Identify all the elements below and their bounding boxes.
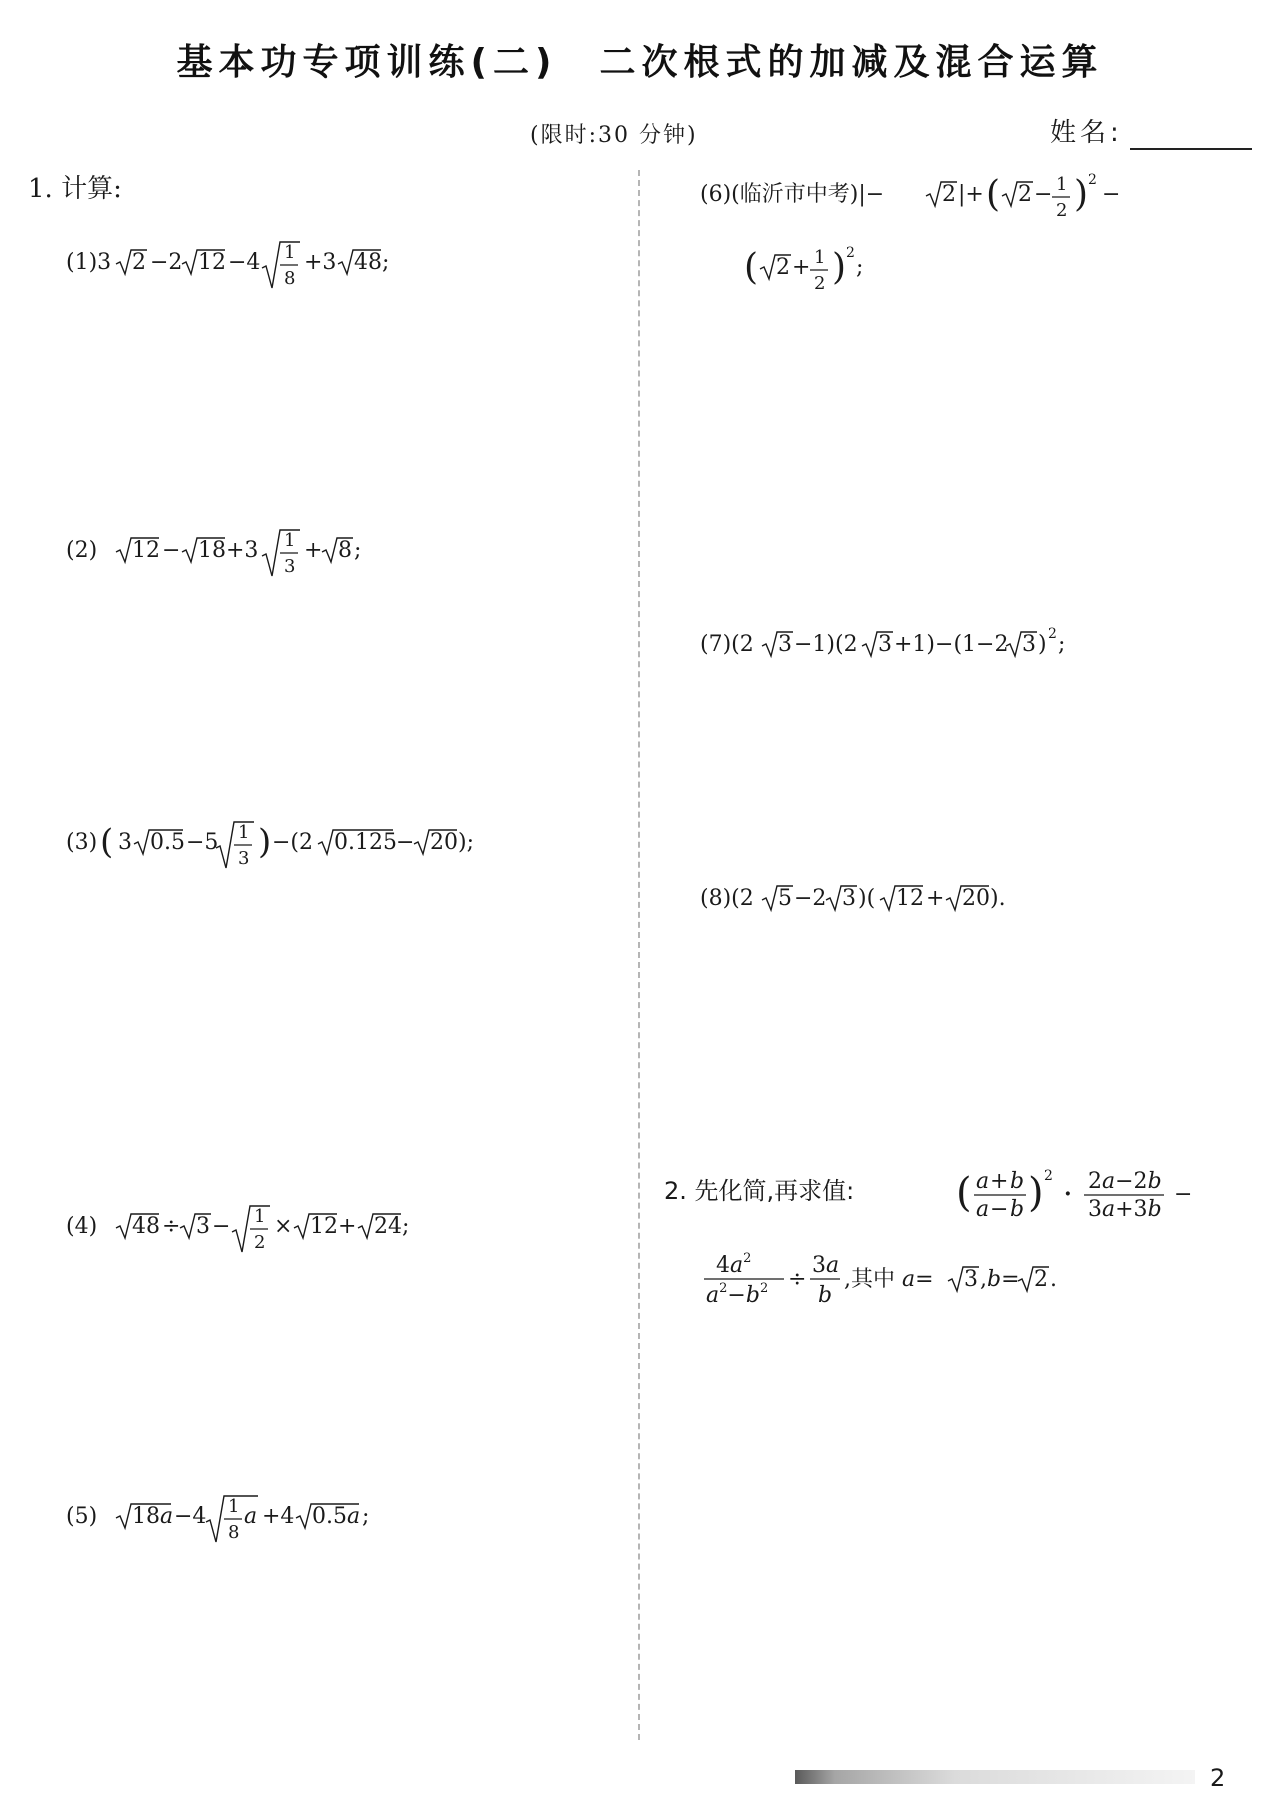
svg-text:): ) <box>1074 174 1089 215</box>
svg-text:3: 3 <box>284 556 296 577</box>
svg-text:18a: 18a <box>132 1504 174 1529</box>
svg-text:−4: −4 <box>174 1504 207 1529</box>
svg-text:2: 2 <box>1048 626 1057 642</box>
svg-text:1: 1 <box>228 1496 240 1517</box>
svg-text:2: 2 <box>1034 1267 1048 1292</box>
svg-text:b: b <box>1010 1169 1025 1194</box>
svg-text:+1)−(1−2: +1)−(1−2 <box>894 632 1009 657</box>
svg-text:(5): (5) <box>66 1504 98 1529</box>
svg-text:(6)(临沂市中考)|−: (6)(临沂市中考)|− <box>700 182 885 207</box>
svg-text:12: 12 <box>132 538 160 563</box>
svg-text:2: 2 <box>1044 1168 1053 1184</box>
svg-text:(: ( <box>744 247 759 288</box>
svg-text:(: ( <box>100 822 114 862</box>
svg-text:3: 3 <box>118 830 132 855</box>
svg-text:−: − <box>990 1197 1009 1222</box>
svg-text:−5: −5 <box>186 830 219 855</box>
svg-text:1: 1 <box>284 242 296 263</box>
svg-text:3: 3 <box>1022 632 1036 657</box>
svg-text:1: 1 <box>1056 174 1068 195</box>
svg-text:+: + <box>338 1214 357 1239</box>
svg-text:a2−b2: $a^2-b^2$ <box>706 1281 769 1308</box>
svg-text:−2: −2 <box>794 886 827 911</box>
svg-text:24: 24 <box>374 1214 402 1239</box>
svg-text:;: ; <box>362 1504 370 1529</box>
svg-text:2: 2 <box>132 250 146 275</box>
svg-text:−: − <box>1174 1182 1193 1207</box>
svg-text:b: b <box>1010 1197 1025 1222</box>
svg-text:3: 3 <box>196 1214 210 1239</box>
svg-text:÷: ÷ <box>788 1267 807 1292</box>
svg-text:;: ; <box>856 255 864 280</box>
svg-text:8: 8 <box>338 538 352 563</box>
svg-text:b: b <box>818 1283 833 1308</box>
svg-text:−1)(2: −1)(2 <box>794 632 858 657</box>
svg-text:2: 2 <box>776 255 790 280</box>
svg-text:(2): (2) <box>66 538 98 563</box>
svg-text:1: 1 <box>284 530 296 551</box>
svg-text:(7)(2: (7)(2 <box>700 632 754 657</box>
svg-text:,b=: ,b= <box>980 1267 1020 1292</box>
svg-text:): ) <box>258 822 272 862</box>
svg-text:;: ; <box>354 538 362 563</box>
svg-text:(1)3: (1)3 <box>66 250 112 275</box>
svg-text:48: 48 <box>132 1214 160 1239</box>
problem-1 <box>66 238 566 304</box>
svg-text:12: 12 <box>896 886 924 911</box>
svg-text:2a−2b: 2a−2b <box>1088 1169 1162 1194</box>
name-label: 姓名: <box>1050 118 1123 148</box>
svg-text:;: ; <box>382 250 390 275</box>
svg-text:−: − <box>396 830 415 855</box>
svg-text:12: 12 <box>198 250 226 275</box>
problem-2 <box>66 526 566 592</box>
svg-text:+: + <box>926 886 945 911</box>
svg-text:+3: +3 <box>304 250 337 275</box>
svg-text:2: 2 <box>846 245 855 261</box>
problem-7-formula <box>700 620 1260 680</box>
svg-text:): ) <box>832 247 847 288</box>
problem-8 <box>700 874 1260 940</box>
svg-text:,其中 a=: ,其中 a= <box>844 1267 934 1292</box>
svg-text:48: 48 <box>354 250 382 275</box>
svg-text:3: 3 <box>778 632 792 657</box>
column-divider <box>638 170 640 1740</box>
svg-text:+: + <box>792 255 811 280</box>
svg-text:1: 1 <box>238 822 250 843</box>
svg-text:0.5a: 0.5a <box>312 1504 361 1529</box>
svg-text:(: ( <box>956 1170 972 1216</box>
svg-text:(8)(2: (8)(2 <box>700 886 754 911</box>
svg-text:|+: |+ <box>958 182 984 207</box>
problem-7 <box>700 620 1260 686</box>
svg-text:2: 2 <box>1088 172 1097 188</box>
svg-text:+: + <box>990 1169 1009 1194</box>
time-limit: (限时:30 分钟) <box>530 123 698 148</box>
svg-text:)(: )( <box>858 886 876 911</box>
problem-3-formula <box>66 818 626 878</box>
problem-2-formula <box>66 526 566 586</box>
problem-6 <box>700 168 1260 324</box>
svg-text:1: 1 <box>254 1206 266 1227</box>
svg-text:3: 3 <box>964 1267 978 1292</box>
svg-text:×: × <box>274 1214 293 1239</box>
problem-4 <box>66 1202 566 1268</box>
svg-text:a: a <box>244 1504 258 1529</box>
svg-text:2: 2 <box>814 273 826 294</box>
svg-text:1: 1 <box>814 247 826 268</box>
problem-1-formula <box>66 238 566 298</box>
svg-text:);: ); <box>458 830 474 855</box>
svg-text:20: 20 <box>430 830 458 855</box>
svg-text:a: a <box>976 1197 990 1222</box>
name-field[interactable] <box>1130 148 1252 150</box>
svg-text:2: 2 <box>1056 200 1068 221</box>
svg-text:−: − <box>1102 182 1121 207</box>
svg-text:8: 8 <box>228 1522 240 1543</box>
svg-text:÷: ÷ <box>162 1214 181 1239</box>
problem-6-formula <box>700 168 1260 318</box>
problem-8-formula <box>700 874 1260 934</box>
problem-4-formula <box>66 1202 566 1262</box>
svg-text:18: 18 <box>198 538 226 563</box>
problem-5-formula <box>66 1492 566 1552</box>
svg-text:5: 5 <box>778 886 792 911</box>
svg-text:−: − <box>212 1214 231 1239</box>
svg-text:12: 12 <box>310 1214 338 1239</box>
svg-text:0.125: 0.125 <box>334 830 397 855</box>
svg-text:2: 2 <box>254 1232 266 1253</box>
svg-text:4a2: $4a^2$ <box>716 1251 752 1278</box>
svg-text:): ) <box>1028 1170 1044 1216</box>
svg-text:;: ; <box>1058 632 1066 657</box>
svg-text:+4: +4 <box>262 1504 295 1529</box>
svg-text:−: − <box>1034 182 1053 207</box>
problem-3 <box>66 818 626 884</box>
svg-text:3a+3b: 3a+3b <box>1088 1197 1162 1222</box>
svg-text:−2: −2 <box>150 250 183 275</box>
problem-5 <box>66 1492 566 1558</box>
page-number: 2 <box>1210 1764 1226 1792</box>
page-title: 基本功专项训练(二) 二次根式的加减及混合运算 <box>176 42 1104 83</box>
svg-text:(: ( <box>986 174 1001 215</box>
svg-text:8: 8 <box>284 268 296 289</box>
svg-text:+: + <box>304 538 323 563</box>
svg-text:).: ). <box>990 886 1006 911</box>
svg-text:3: 3 <box>842 886 856 911</box>
svg-text:20: 20 <box>962 886 990 911</box>
svg-text:3: 3 <box>878 632 892 657</box>
svg-text:−: − <box>162 538 181 563</box>
section-2 <box>664 1166 1264 1332</box>
svg-text:(4): (4) <box>66 1214 98 1239</box>
svg-text:): ) <box>1038 632 1047 657</box>
footer-decoration <box>795 1770 1195 1784</box>
svg-text:·: · <box>1064 1181 1072 1207</box>
svg-text:0.5: 0.5 <box>150 830 185 855</box>
svg-text:.: . <box>1050 1267 1057 1292</box>
svg-text:(3): (3) <box>66 830 98 855</box>
section-1-label: 1. 计算: <box>28 174 122 204</box>
section-2-formula <box>664 1166 1264 1326</box>
svg-text:+3: +3 <box>226 538 259 563</box>
svg-text:;: ; <box>402 1214 410 1239</box>
svg-text:3: 3 <box>238 848 250 869</box>
svg-text:−4: −4 <box>228 250 261 275</box>
svg-text:3a: 3a <box>812 1253 840 1278</box>
svg-text:2: 2 <box>1018 182 1032 207</box>
section-2-label: 2. 先化简,再求值: <box>664 1177 855 1205</box>
svg-text:−(2: −(2 <box>272 830 314 855</box>
svg-text:a: a <box>976 1169 990 1194</box>
svg-text:2: 2 <box>942 182 956 207</box>
